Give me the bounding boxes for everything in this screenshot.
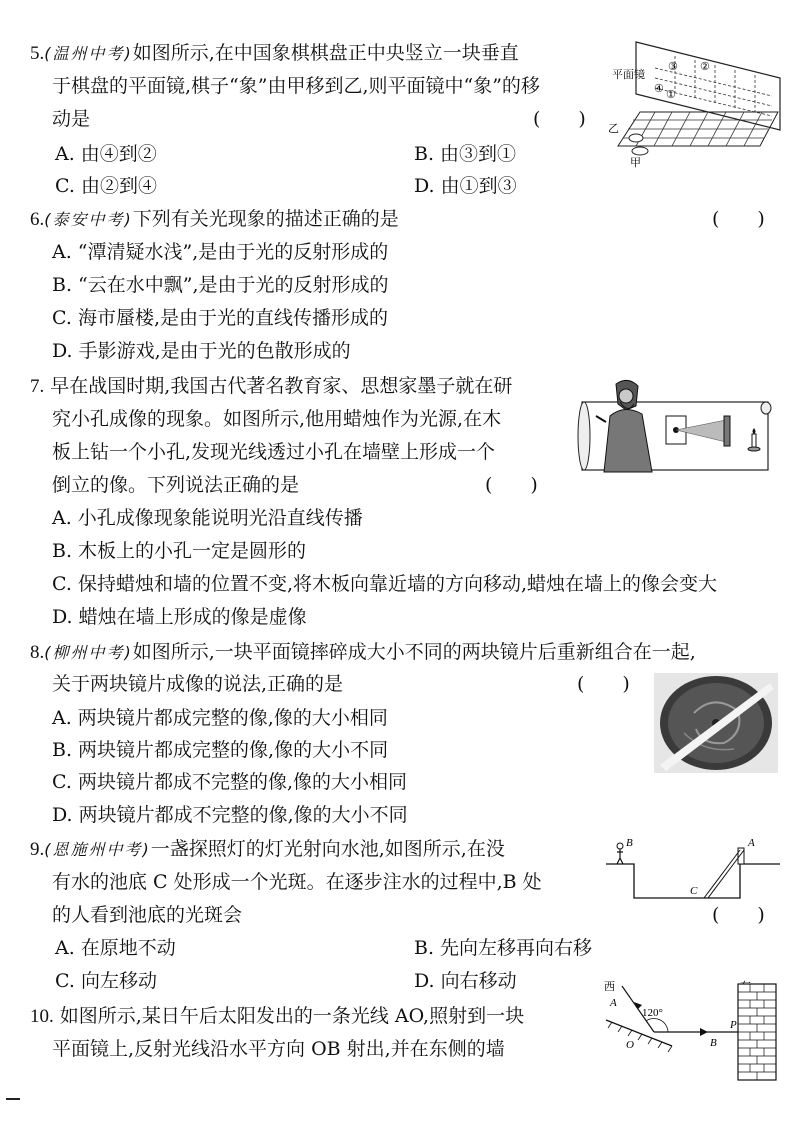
- q9-option-d[interactable]: D. 向右移动: [414, 970, 517, 992]
- q8-broken-mirror-photo: [654, 673, 778, 773]
- q9-source: (恩施州中考): [44, 840, 151, 859]
- q5-option-d[interactable]: D. 由①到③: [414, 175, 517, 197]
- q5-label-3: ③: [668, 61, 678, 73]
- q7-option-d[interactable]: D. 蜡烛在墙上形成的像是虚像: [52, 606, 307, 628]
- q8-option-d[interactable]: D. 两块镜片都成不完整的像,像的大小不同: [52, 804, 408, 826]
- q10-stem-1: 如图所示,某日午后太阳发出的一条光线 AO,照射到一块: [59, 1005, 525, 1027]
- q10-label-a: A: [610, 997, 617, 1009]
- q5-option-b[interactable]: B. 由③到①: [414, 143, 517, 165]
- q6-source: (泰安中考): [44, 210, 133, 229]
- q10-number: 10.: [30, 1006, 54, 1027]
- q9-label-b: B: [626, 837, 633, 849]
- q7-mozi-pinhole-figure: [576, 376, 776, 480]
- q10-line1: [30, 1003, 524, 1030]
- q9-option-a[interactable]: A. 在原地不动: [55, 937, 176, 959]
- q9-line2: 有水的池底 C 处形成一个光斑。在逐步注水的过程中,B 处: [52, 871, 542, 893]
- q6-option-b[interactable]: B. “云在水中飘”,是由于光的反射形成的: [52, 274, 389, 296]
- q8-option-c[interactable]: C. 两块镜片都成不完整的像,像的大小相同: [52, 771, 407, 793]
- q5-stem-1: 如图所示,在中国象棋棋盘正中央竖立一块垂直: [132, 42, 519, 64]
- q5-label-yi: 乙: [608, 123, 619, 135]
- q8-option-b[interactable]: B. 两块镜片都成完整的像,像的大小不同: [52, 739, 389, 761]
- q8-stem-1: 如图所示,一块平面镜摔碎成大小不同的两块镜片后重新组合在一起,: [132, 641, 696, 663]
- q10-label-angle: 120°: [642, 1007, 663, 1019]
- q8-line2: 关于两块镜片成像的说法,正确的是: [52, 673, 344, 695]
- q8-number: 8.: [30, 642, 45, 663]
- q10-reflection-figure: [598, 976, 784, 1082]
- q10-line2: 平面镜上,反射光线沿水平方向 OB 射出,并在东侧的墙: [52, 1038, 505, 1060]
- q5-label-1: ①: [666, 89, 676, 101]
- q10-label-west: 西: [604, 981, 615, 993]
- q5-option-c[interactable]: C. 由②到④: [55, 175, 157, 197]
- q7-line1: [30, 373, 512, 400]
- q9-label-a: A: [748, 837, 755, 849]
- q9-label-c: C: [690, 885, 698, 897]
- page-footer-mark: [6, 1098, 20, 1100]
- q6-option-a[interactable]: A. “潭清疑水浅”,是由于光的反射形成的: [52, 241, 389, 263]
- q6-answer-bracket[interactable]: ( ): [712, 208, 765, 230]
- q7-line2: 究小孔成像的现象。如图所示,他用蜡烛作为光源,在木: [52, 408, 502, 430]
- q7-option-a[interactable]: A. 小孔成像现象能说明光沿直线传播: [52, 507, 363, 529]
- q7-option-c[interactable]: C. 保持蜡烛和墙的位置不变,将木板向靠近墙的方向移动,蜡烛在墙上的像会变大: [52, 573, 718, 595]
- q6-number: 6.: [30, 209, 45, 230]
- q8-line1: [30, 639, 696, 666]
- q5-label-jia: 甲: [630, 157, 641, 169]
- q8-option-a[interactable]: A. 两块镜片都成完整的像,像的大小相同: [52, 707, 388, 729]
- q5-label-2: ②: [700, 61, 710, 73]
- q5-chessboard-mirror-figure: [600, 38, 785, 173]
- q7-line3: 板上钻一个小孔,发现光线透过小孔在墙壁上形成一个: [52, 441, 496, 463]
- q10-label-p: P: [730, 1019, 737, 1031]
- q7-stem-1: 早在战国时期,我国古代著名教育家、思想家墨子就在研: [50, 375, 513, 397]
- q9-pool-searchlight-figure: [604, 834, 782, 904]
- q5-line3: 动是: [52, 108, 91, 130]
- q10-label-b: B: [710, 1037, 717, 1049]
- q7-number: 7.: [30, 376, 45, 397]
- q6-option-c[interactable]: C. 海市蜃楼,是由于光的直线传播形成的: [52, 307, 388, 329]
- q6-stem: 下列有关光现象的描述正确的是: [132, 208, 399, 230]
- q9-line1: [30, 836, 505, 863]
- q7-answer-bracket[interactable]: ( ): [485, 474, 538, 496]
- q5-answer-bracket[interactable]: ( ): [533, 108, 586, 130]
- q5-line2: 于棋盘的平面镜,棋子“象”由甲移到乙,则平面镜中“象”的移: [52, 75, 540, 97]
- q6-option-d[interactable]: D. 手影游戏,是由于光的色散形成的: [52, 340, 351, 362]
- q5-mirror-label: 平面镜: [612, 69, 645, 81]
- q5-source: (温州中考): [44, 44, 133, 63]
- q5-number: 5.: [30, 43, 45, 64]
- q9-option-c[interactable]: C. 向左移动: [55, 970, 157, 992]
- q9-answer-bracket[interactable]: ( ): [712, 904, 765, 926]
- q8-source: (柳州中考): [44, 643, 133, 662]
- q9-number: 9.: [30, 839, 45, 860]
- q5-line1: [30, 40, 519, 67]
- q9-line3: 的人看到池底的光斑会: [52, 904, 243, 926]
- q10-label-o: O: [626, 1039, 634, 1051]
- q5-label-4: ④: [654, 83, 664, 95]
- q7-option-b[interactable]: B. 木板上的小孔一定是圆形的: [52, 540, 307, 562]
- q8-answer-bracket[interactable]: ( ): [577, 673, 630, 695]
- q7-line4: 倒立的像。下列说法正确的是: [52, 474, 300, 496]
- q9-option-b[interactable]: B. 先向左移再向右移: [414, 937, 593, 959]
- q9-stem-1: 一盏探照灯的灯光射向水池,如图所示,在没: [150, 838, 505, 860]
- q5-option-a[interactable]: A. 由④到②: [55, 143, 157, 165]
- q6-line1: [30, 206, 399, 233]
